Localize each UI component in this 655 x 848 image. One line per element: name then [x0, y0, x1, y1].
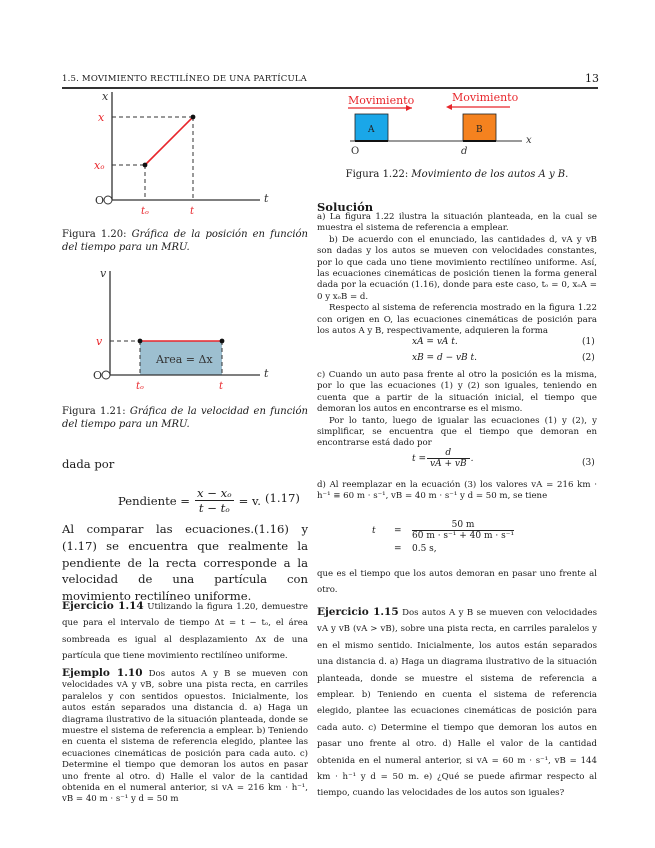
- exercise-1-14: [62, 598, 308, 665]
- equation-3: [412, 448, 473, 469]
- fraction: [412, 520, 514, 541]
- data-point: [143, 163, 148, 168]
- comparison-paragraph: Al comparar las ecuaciones.(1.16) y (1.17) se encuentra que realmente la pendiente de la recta corresponde a la velocidad de una partícula con movimiento rectilíneo uniforme.: [62, 522, 308, 604]
- car-a-label: A: [368, 125, 375, 135]
- equation-1-number: (1): [582, 337, 595, 347]
- figure-velocity-graph: [80, 265, 290, 395]
- axis-label-t: t: [264, 367, 269, 380]
- label-v: v: [96, 335, 103, 348]
- dada-por-text: dada por: [62, 457, 115, 471]
- fraction-numerator: 50 m: [412, 520, 514, 531]
- data-point: [138, 339, 143, 344]
- time-symbol: t: [372, 525, 376, 536]
- axis-label-t: t: [264, 192, 269, 205]
- solution-part-c-text: c) Cuando un auto pasa frente al otro la posición es la misma, por lo que las ecuaciones (1) y (2) son iguales, teniendo en cuenta que a partir de la situación inicial, el tiempo que demoran los autos en encontrarse es el mismo.: [317, 370, 597, 415]
- movement-label-b: Movimiento: [452, 91, 519, 104]
- caption-label: Figura 1.22:: [345, 169, 409, 180]
- time-result: 0.5 s,: [412, 544, 437, 554]
- figure-1-22-caption: [317, 168, 597, 181]
- fraction-numerator: d: [427, 448, 470, 459]
- axis-label-v: v: [100, 267, 107, 280]
- equation-1: xA = vA t.: [412, 337, 458, 347]
- data-point: [191, 115, 196, 120]
- caption-text: Movimiento de los autos A y B.: [411, 169, 569, 180]
- equals-sign: =: [394, 525, 402, 536]
- axis-label-x: x: [102, 90, 109, 103]
- origin-label: O: [351, 146, 360, 157]
- example-1-10: [62, 668, 308, 806]
- figure-1-21-caption: [62, 405, 308, 431]
- solution-heading: Solución: [317, 200, 374, 214]
- origin-marker: [104, 196, 112, 204]
- page-number: 13: [585, 72, 599, 85]
- arrow-left-head: [446, 104, 452, 110]
- distance-label: d: [461, 146, 468, 157]
- solution-reference-text: Respecto al sistema de referencia mostrado en la figura 1.22 con origen en O, las ecuaciones cinemáticas de posición para los autos A y B, respectivamente, adquieren la forma: [317, 303, 597, 337]
- example-title: Ejemplo 1.10: [62, 667, 143, 679]
- time-calculation: [372, 520, 514, 554]
- label-xo: xₒ: [94, 159, 105, 172]
- fraction-numerator: x − xₒ: [197, 486, 232, 500]
- fraction-denominator: vA + vB: [430, 459, 467, 469]
- exercise-text: Dos autos A y B se mueven con velocidades vA y vB (vA > vB), sobre una pista recta, en carriles paralelos y en el mismo sentido. Inicialmente, los autos están separados una distancia d. a) Haga un diagrama ilustrativo de la situación planteada, donde se muestre el sistema de referencia a emplear. b) Teniendo en cuenta el sistema de referencia elegido, plantee las ecuaciones cinemáticas de posición para cada auto. c) Determine el tiempo que demoran los autos en pasar uno frente al otro. d) Halle el valor de la cantidad obtenida en el numeral anterior, si vA = 60 m · s⁻¹, vB = 144 km · h⁻¹ y d = 50 m. e) ¿Qué se puede afirmar respecto al tiempo, cuando las velocidades de los autos son iguales?: [317, 608, 597, 799]
- origin-label: O: [93, 369, 103, 382]
- solution-part-d: d) Al reemplazar en la ecuación (3) los valores vA = 216 km · h⁻¹ ≡ 60 m · s⁻¹, vB = 40 m · s⁻¹ y d = 50 m, se tiene: [317, 480, 597, 502]
- label-t: t: [219, 381, 224, 392]
- equation-lhs: t =: [412, 453, 427, 464]
- caption-label: Figura 1.21:: [62, 406, 126, 417]
- solution-body: [317, 212, 597, 337]
- fraction-denominator: t − tₒ: [198, 501, 230, 515]
- caption-text: Gráfica de la velocidad en función del tiempo para un MRU.: [62, 406, 308, 430]
- equation-2-number: (2): [582, 353, 595, 363]
- caption-text: Gráfica de la posición en función del tiempo para un MRU.: [62, 229, 308, 253]
- label-to: tₒ: [136, 381, 144, 392]
- solution-therefore-text: Por lo tanto, luego de igualar las ecuaciones (1) y (2), y simplificar, se encuentra que el tiempo que demoran en encontrarse está dado por: [317, 415, 597, 449]
- equals-sign: =: [394, 544, 402, 554]
- fraction-denominator: 60 m · s⁻¹ + 40 m · s⁻¹: [412, 531, 515, 541]
- running-header: 1.5. MOVIMIENTO RECTILÍNEO DE UNA PARTÍCULA: [62, 74, 308, 84]
- movement-label-a: Movimiento: [348, 94, 415, 107]
- solution-conclusion: que es el tiempo que los autos demoran en pasar uno frente al otro.: [317, 569, 597, 596]
- origin-marker: [102, 371, 110, 379]
- figure-cars-diagram: [330, 88, 550, 158]
- figure-1-20-caption: [62, 228, 308, 254]
- label-t: t: [190, 206, 195, 217]
- example-text: Dos autos A y B se mueven con velocidades vA y vB, sobre una pista recta, en carriles paralelos y con sentidos opuestos. Inicialmente, los autos están separados una distancia d. a) Haga un diagrama ilustrativo de la situación planteada, donde se muestre el sistema de referencia a emplear. b) Teniendo en cuenta el sistema de referencia elegido, plantee las ecuaciones cinemáticas de posición para cada auto. c) Determine el tiempo que demoran los autos en pasar uno frente al otro. d) Halle el valor de la cantidad obtenida en el numeral anterior, si vA = 216 km · h⁻¹, vB = 40 m · s⁻¹ y d = 50 m: [62, 669, 309, 805]
- exercise-1-15: [317, 604, 597, 802]
- origin-label: O: [95, 194, 105, 207]
- caption-label: Figura 1.20:: [62, 229, 127, 240]
- exercise-title: Ejercicio 1.14: [62, 600, 144, 612]
- car-b-label: B: [476, 125, 483, 135]
- solution-part-a: a) La figura 1.22 ilustra la situación planteada, en la cual se muestra el sistema de referencia a emplear.: [317, 212, 597, 234]
- period: .: [470, 453, 474, 464]
- equation-2: xB = d − vB t.: [412, 353, 478, 363]
- equation-lhs: Pendiente =: [118, 493, 190, 508]
- x-axis-label: x: [526, 135, 532, 146]
- fraction: [430, 448, 467, 469]
- solution-part-b: b) De acuerdo con el enunciado, las cantidades d, vA y vB son dadas y los autos se mueven con velocidades constantes, por lo que cada uno tiene movimiento rectilíneo uniforme. Así, las ecuaciones cinemáticas de posición tienen la forma general dada por la ecuación (1.16), donde para este caso, tₒ = 0, xₒA = 0 y xₒB = d.: [317, 234, 597, 302]
- equation-rhs: = v.: [238, 493, 261, 508]
- label-to: tₒ: [141, 206, 149, 217]
- equation-1-17: [118, 486, 261, 515]
- data-point: [220, 339, 225, 344]
- area-label: Area = Δx: [156, 353, 213, 366]
- figure-position-graph: [80, 88, 290, 218]
- exercise-text: Utilizando la figura 1.20, demuestre que para el intervalo de tiempo Δt = t − tₒ, el área sombreada es igual al desplazamiento Δx de una partícula que tiene movimiento rectilíneo uniforme.: [62, 602, 309, 662]
- fraction: [195, 486, 234, 515]
- position-line: [145, 117, 193, 165]
- solution-part-c: [317, 370, 597, 450]
- label-x: x: [98, 111, 105, 124]
- equation-number: (1.17): [265, 491, 300, 505]
- exercise-title: Ejercicio 1.15: [317, 606, 399, 618]
- equation-3-number: (3): [582, 458, 595, 468]
